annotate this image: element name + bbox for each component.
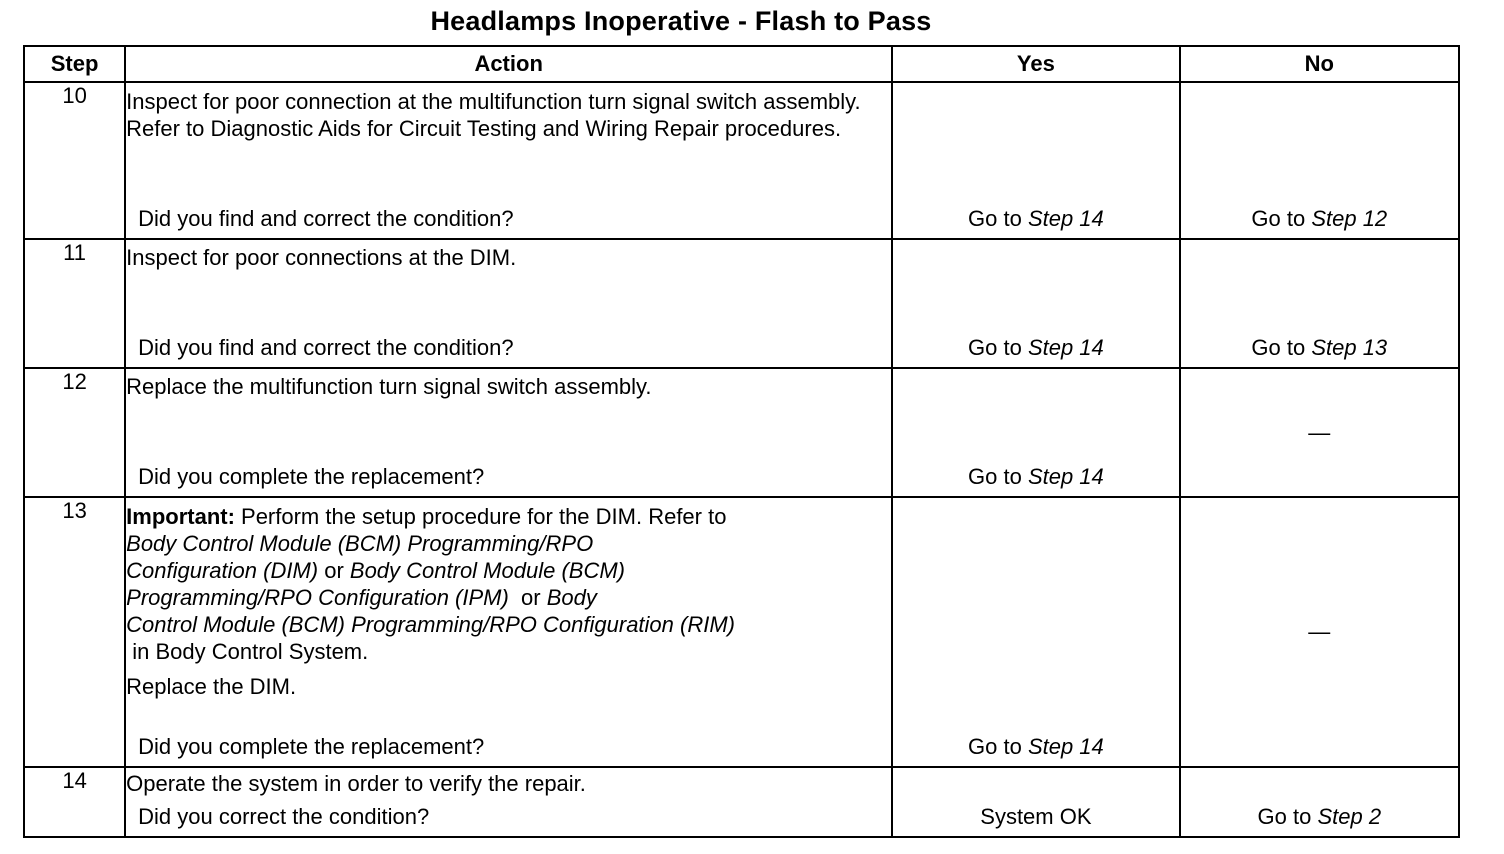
no-cell — [1180, 82, 1459, 239]
step-link[interactable]: Step 14 — [1027, 335, 1104, 360]
yes-cell — [892, 82, 1179, 239]
question-text: Did you complete the replacement? — [138, 464, 485, 489]
step-link[interactable]: Step 14 — [1027, 464, 1104, 489]
yes-cell — [892, 239, 1179, 368]
step-link[interactable]: Step 14 — [1027, 734, 1104, 759]
question-text: Did you correct the condition? — [138, 804, 430, 829]
table-header-row — [24, 46, 1459, 82]
no-cell — [1180, 497, 1459, 767]
yes-result: Go to Step 14 — [968, 734, 1104, 759]
action-cell — [125, 82, 892, 239]
reference-link[interactable]: Control Module (BCM) Programming/RPO Configuration (RIM) — [126, 612, 735, 637]
table-row — [24, 767, 1459, 837]
action-cell — [125, 497, 892, 767]
body-control-text: in Body Control System. — [126, 639, 369, 664]
yes-cell — [892, 767, 1179, 837]
table-row — [24, 239, 1459, 368]
yes-cell — [892, 368, 1179, 497]
yes-result: Go to Step 14 — [968, 464, 1104, 489]
no-cell — [1180, 239, 1459, 368]
table-row — [24, 368, 1459, 497]
step-link[interactable]: Step 12 — [1311, 206, 1388, 231]
page-title: Headlamps Inoperative - Flash to Pass — [430, 6, 932, 36]
question-text: Did you complete the replacement? — [138, 734, 485, 759]
action-cell — [125, 368, 892, 497]
no-result: Go to Step 12 — [1251, 206, 1388, 231]
table-row — [24, 82, 1459, 239]
question-text: Did you find and correct the condition? — [138, 335, 514, 360]
header-yes: Yes — [892, 46, 1179, 82]
reference-link[interactable]: Configuration (DIM) — [126, 558, 319, 583]
step-link[interactable]: Step 14 — [1027, 206, 1104, 231]
no-result: Go to Step 2 — [1257, 804, 1382, 829]
step-link[interactable]: Step 2 — [1317, 804, 1382, 829]
step-link[interactable]: Step 13 — [1311, 335, 1388, 360]
important-label: Important: — [126, 504, 235, 529]
reference-link[interactable]: Programming/RPO Configuration (IPM) — [126, 585, 509, 610]
step-number: 13 — [24, 497, 125, 767]
header-no: No — [1180, 46, 1459, 82]
yes-result: System OK — [980, 804, 1092, 829]
no-result: — — [1308, 419, 1331, 445]
step-number: 12 — [24, 368, 125, 497]
step-number: 11 — [24, 239, 125, 368]
reference-link[interactable]: Body Control Module (BCM) Programming/RPO — [126, 531, 594, 556]
no-cell — [1180, 767, 1459, 837]
table-row — [24, 497, 1459, 767]
yes-result: Go to Step 14 — [968, 335, 1104, 360]
action-text: Operate the system in order to verify the repair. — [126, 771, 586, 796]
replace-text: Replace the DIM. — [126, 674, 297, 699]
reference-link[interactable]: Body — [546, 585, 597, 610]
header-action: Action — [125, 46, 892, 82]
no-result: Go to Step 13 — [1251, 335, 1388, 360]
action-cell — [125, 239, 892, 368]
no-result: — — [1308, 619, 1331, 644]
question-text: Did you find and correct the condition? — [138, 206, 514, 231]
diagnostic-table — [23, 45, 1460, 838]
action-text: Inspect for poor connections at the DIM. — [126, 245, 517, 270]
action-text: Important: Perform the setup procedure for the DIM. Refer to Body Control Module (BCM) Programming/RPO Configuration (DIM) or Body Control Module (BCM) Programming/RPO Configuration (IPM) or Body Control Module (BCM) Programming/RPO Configuration (RIM) in Body Control System. Replace the DIM. — [126, 498, 891, 700]
header-step: Step — [24, 46, 125, 82]
yes-cell — [892, 497, 1179, 767]
action-text: Replace the multifunction turn signal switch assembly. — [126, 374, 652, 399]
reference-link[interactable]: Body Control Module (BCM) — [349, 558, 625, 583]
action-cell — [125, 767, 892, 837]
step-number: 10 — [24, 82, 125, 239]
yes-result: Go to Step 14 — [968, 206, 1104, 231]
action-text: Inspect for poor connection at the multifunction turn signal switch assembly. Refer to Diagnostic Aids for Circuit Testing and Wiring Repair procedures. — [126, 89, 861, 141]
step-number: 14 — [24, 767, 125, 837]
no-cell — [1180, 368, 1459, 497]
